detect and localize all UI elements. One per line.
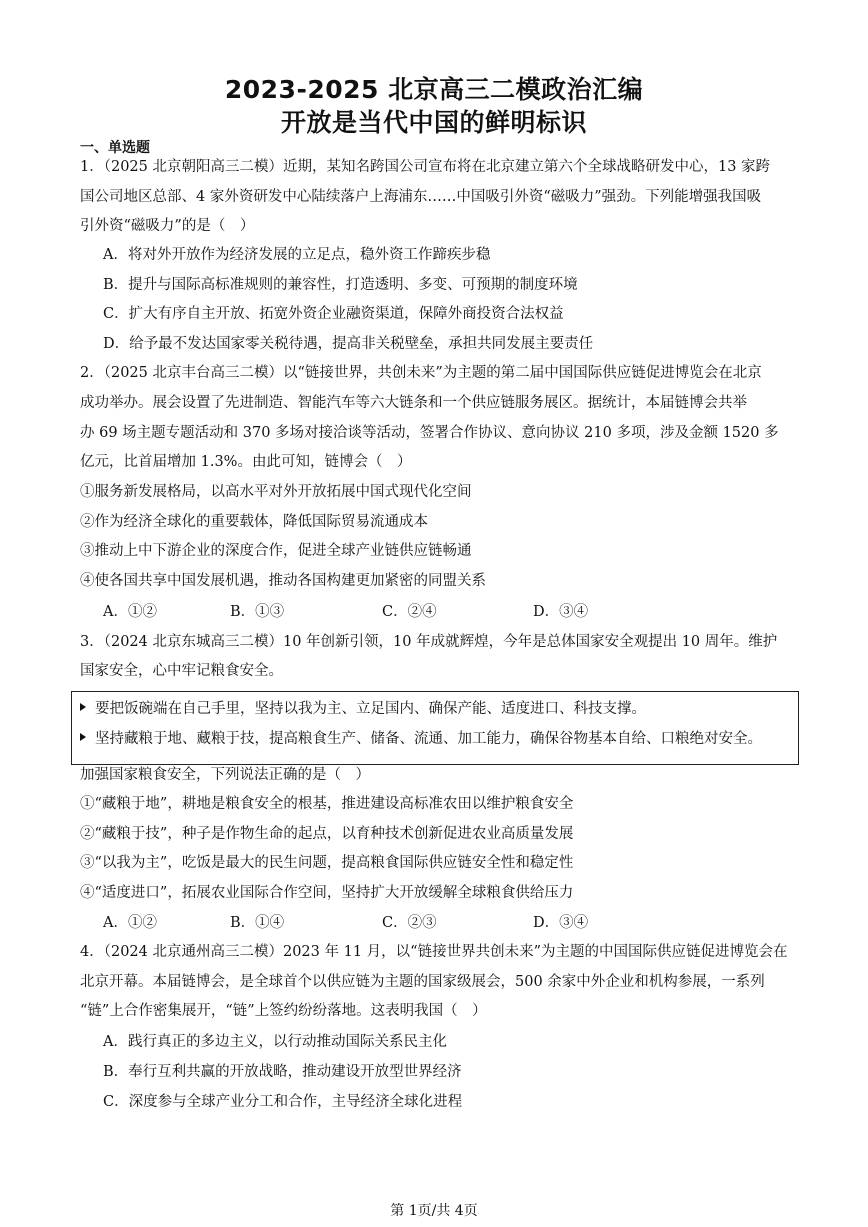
q4-stem-line: “链”上合作密集展开，“链”上签约纷纷落地。这表明我国（ ） [80,1003,487,1019]
q2-choice-c: C．②④ [382,604,437,620]
q4-option-b: B．奉行互利共赢的开放战略，推动建设开放型世界经济 [103,1064,462,1080]
q3-material-box [71,691,799,765]
q3-statement-4: ④“适度进口”，拓展农业国际合作空间，坚持扩大开放缓解全球粮食供给压力 [80,885,574,901]
q1-option-c: C．扩大有序自主开放、拓宽外资企业融资渠道，保障外商投资合法权益 [103,306,564,322]
q3-choice-b: B．①④ [230,915,285,931]
bullet-triangle-icon [80,733,86,741]
q1-stem-line: 引外资“磁吸力”的是（ ） [80,218,255,234]
q2-stem-line: 亿元，比首届增加 1.3%。由此可知，链博会（ ） [80,454,412,470]
q4-stem-line: 4．（2024 北京通州高三二模）2023 年 11 月，以“链接世界共创未来”为主题的中国国际供应链促进博览会在 [80,944,788,960]
q2-choice-a: A．①② [103,604,157,620]
section-heading: 一、单选题 [80,140,150,156]
q3-prompt: 加强国家粮食安全，下列说法正确的是（ ） [80,767,370,783]
q2-statement-4: ④使各国共享中国发展机遇，推动各国构建更加紧密的同盟关系 [80,573,486,589]
q2-statement-3: ③推动上中下游企业的深度合作，促进全球产业链供应链畅通 [80,543,472,559]
q1-option-a: A．将对外开放作为经济发展的立足点，稳外资工作蹄疾步稳 [103,247,491,263]
q3-choice-c: C．②③ [382,915,437,931]
q3-stem-line: 国家安全，心中牢记粮食安全。 [80,663,283,679]
q3-stem-line: 3．（2024 北京东城高三二模）10 年创新引领，10 年成就辉煌，今年是总体国家安全观提出 10 周年。维护 [80,634,778,650]
q1-stem-line: 1．（2025 北京朝阳高三二模）近期，某知名跨国公司宣布将在北京建立第六个全球战略研发中心，13 家跨 [80,159,771,175]
q2-stem-line: 成功举办。展会设置了先进制造、智能汽车等六大链条和一个供应链服务展区。据统计，本届链博会共举 [80,395,747,411]
document-title-line-1: 2023-2025 北京高三二模政治汇编 [224,75,644,104]
q3-statement-3: ③“以我为主”，吃饭是最大的民生问题，提高粮食国际供应链安全性和稳定性 [80,855,574,871]
q2-statement-1: ①服务新发展格局，以高水平对外开放拓展中国式现代化空间 [80,484,472,500]
q2-statement-2: ②作为经济全球化的重要载体，降低国际贸易流通成本 [80,514,428,530]
q3-choice-d: D．③④ [533,915,589,931]
bullet-triangle-icon [80,703,86,711]
q1-stem-line: 国公司地区总部、4 家外资研发中心陆续落户上海浦东……中国吸引外资“磁吸力”强劲。下列能增强我国吸 [80,189,762,205]
document-title-line-2: 开放是当代中国的鲜明标识 [280,108,587,137]
q2-choice-b: B．①③ [230,604,285,620]
q1-option-d: D．给予最不发达国家零关税待遇，提高非关税壁垒，承担共同发展主要责任 [103,336,594,352]
q4-option-c: C．深度参与全球产业分工和合作，主导经济全球化进程 [103,1094,463,1110]
q3-statement-1: ①“藏粮于地”，耕地是粮食安全的根基，推进建设高标准农田以维护粮食安全 [80,796,574,812]
q4-option-a: A．践行真正的多边主义，以行动推动国际关系民主化 [103,1034,447,1050]
q3-choice-a: A．①② [103,915,157,931]
q4-stem-line: 北京开幕。本届链博会，是全球首个以供应链为主题的国家级展会，500 余家中外企业和机构参展，一系列 [80,974,765,990]
q2-stem-line: 办 69 场主题专题活动和 370 多场对接洽谈等活动，签署合作协议、意向协议 210 多项，涉及金额 1520 多 [80,425,779,441]
q2-choice-d: D．③④ [533,604,589,620]
q3-material-item: 要把饭碗端在自己手里，坚持以我为主、立足国内、确保产能、适度进口、科技支撑。 [80,699,646,719]
q3-statement-2: ②“藏粮于技”，种子是作物生命的起点，以育种技术创新促进农业高质量发展 [80,826,574,842]
q2-stem-line: 2．（2025 北京丰台高三二模）以“链接世界，共创未来”为主题的第二届中国国际供应链促进博览会在北京 [80,365,762,381]
page-number-footer: 第 1页/共 4页 [390,1203,478,1219]
q3-material-item: 坚持藏粮于地、藏粮于技，提高粮食生产、储备、流通、加工能力，确保谷物基本自给、口粮绝对安全。 [80,729,762,749]
q1-option-b: B．提升与国际高标准规则的兼容性，打造透明、多变、可预期的制度环境 [103,277,578,293]
